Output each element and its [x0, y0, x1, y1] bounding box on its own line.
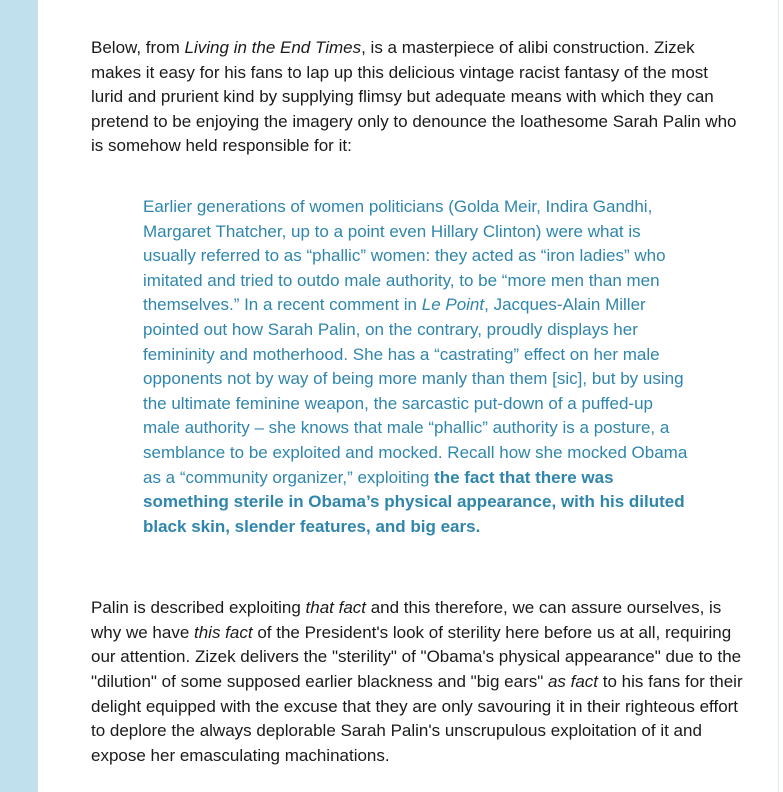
- commentary-emphasis-1: that fact: [305, 598, 366, 618]
- quote-text-part1: Earlier generations of women politicians (Golda Meir, Indira Gandhi, Margaret Thatcher, up to a point even Hillary Clinton) were what is usually referred to as “phallic” women: they acted as “iron ladies” who imitated and tried to outdo male authority, to be “more men than men themselves.” In a recent comment in: [143, 196, 666, 315]
- commentary-text-3: of the President's look of sterility here before us at all, requiring our attention. Zizek delivers the "sterility" of "Obama's physical appearance" due to the "dilution" of some supposed earlier blackness and "big ears": [91, 622, 742, 692]
- article-body: [91, 36, 751, 768]
- commentary-emphasis-2: this fact: [194, 622, 253, 642]
- intro-paragraph: [91, 36, 741, 159]
- book-title: Living in the End Times: [184, 38, 362, 57]
- quote-emphasized-text: the fact that there was something sterile in Obama’s physical appearance, with his diluted black skin, slender features, and big ears.: [143, 467, 685, 536]
- quote-text-part2: , Jacques-Alain Miller pointed out how Sarah Palin, on the contrary, proudly displays her femininity and motherhood. She has a “castrating” effect on her male opponents not by way of being more manly than them [sic], but by using the ultimate feminine weapon, the sarcastic put-down of a puffed-up male authority – she knows that male “phallic” authority is a posture, a semblance to be exploited and mocked. Recall how she mocked Obama as a “community organizer,” exploiting: [143, 295, 688, 487]
- commentary-emphasis-3: as fact: [547, 672, 599, 692]
- block-quote: [143, 195, 691, 539]
- left-sidebar-stripe: [0, 0, 38, 792]
- commentary-text-1: Palin is described exploiting: [91, 598, 306, 618]
- commentary-text-2: and this therefore, we can assure ourselves, is why we have: [91, 598, 722, 642]
- commentary-text-4: to his fans for their delight equipped with the excuse that they are only savouring it in their righteous effort to deplore the always deplorable Sarah Palin's unscrupulous exploitation of it and expose her emasculating machinations.: [91, 672, 743, 765]
- commentary-paragraph: [91, 596, 746, 768]
- right-edge-line: [778, 0, 779, 792]
- quote-paragraph: [143, 195, 691, 539]
- quote-publication-title: Le Point: [421, 295, 485, 315]
- intro-text-before-title: Below, from: [91, 38, 185, 57]
- intro-text-after-title: , is a masterpiece of alibi construction. Zizek makes it easy for his fans to lap up this delicious vintage racist fantasy of the most lurid and prurient kind by supplying flimsy but adequate means with which they can pretend to be enjoying the imagery only to denounce the loathesome Sarah Palin who is somehow held responsible for it:: [91, 38, 737, 156]
